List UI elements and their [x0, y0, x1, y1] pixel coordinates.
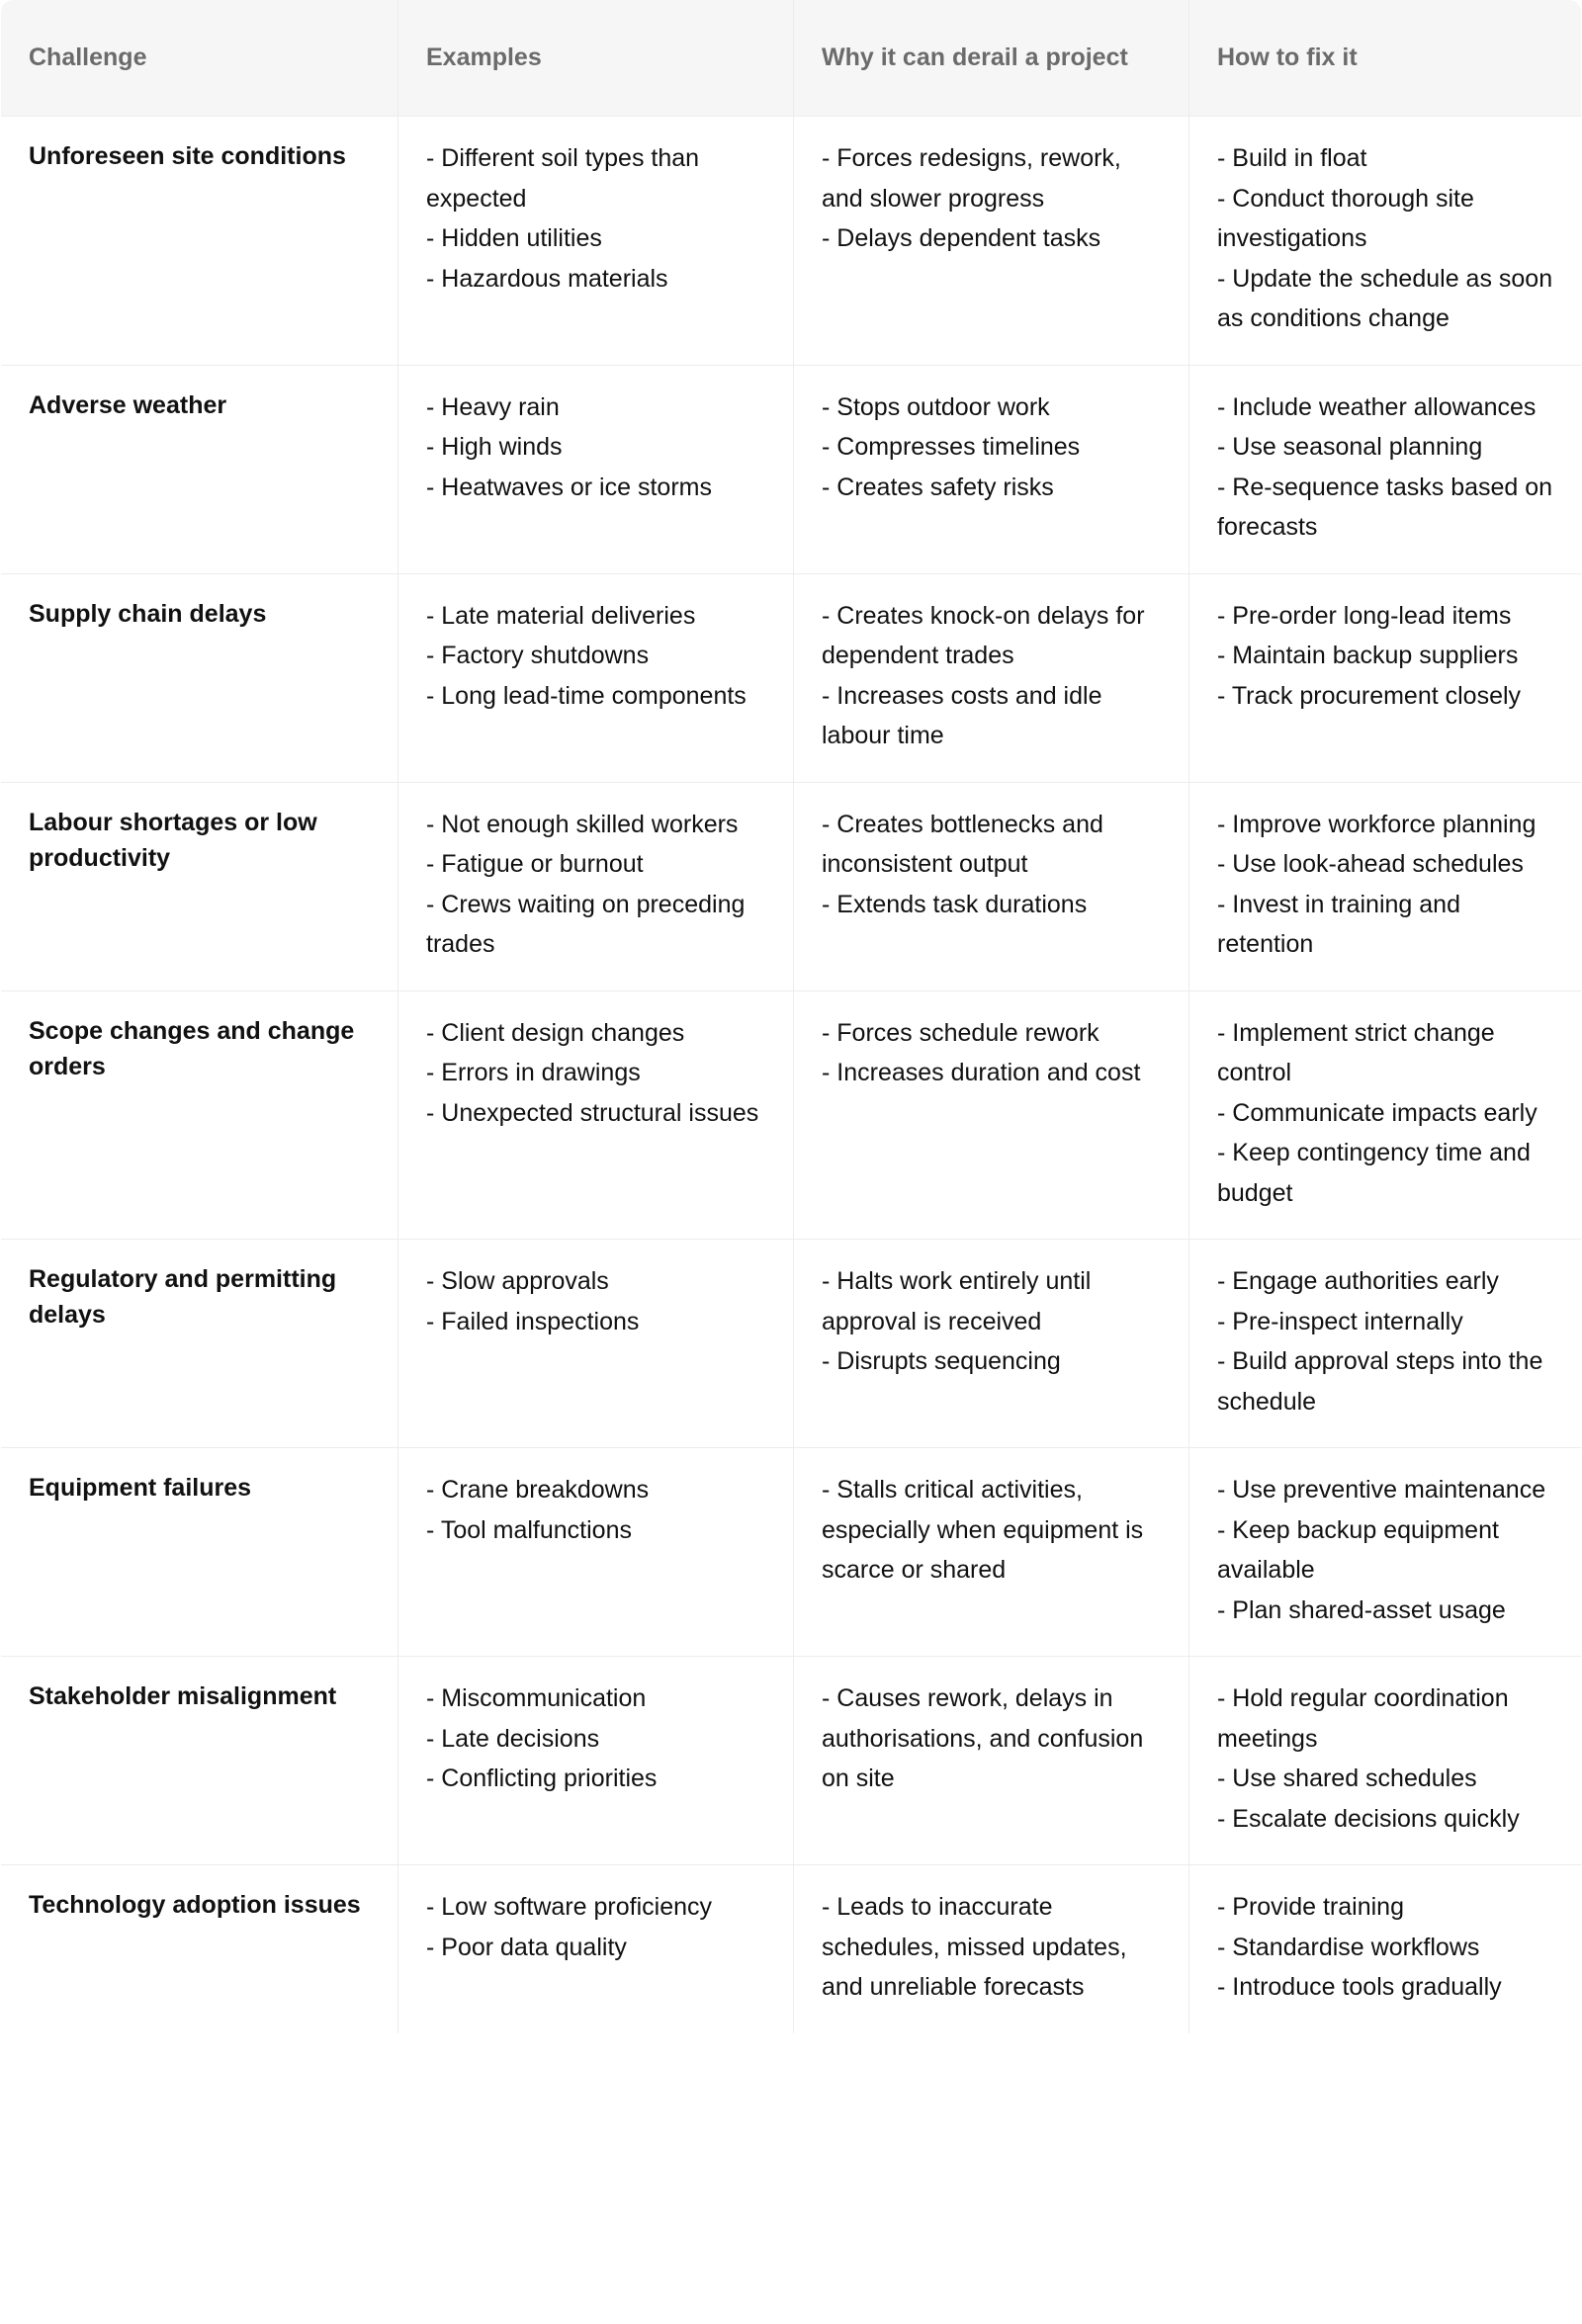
column-header-challenge: Challenge: [1, 0, 398, 117]
list-item: - Creates safety risks: [822, 473, 1054, 501]
cell-examples: [398, 366, 794, 574]
cell-fix: [1189, 117, 1581, 366]
cell-why: [794, 783, 1189, 991]
list-item: - Poor data quality: [426, 1933, 627, 1961]
table-row: [1, 991, 1581, 1241]
cell-why: [794, 1240, 1189, 1448]
bullet-list: [822, 1013, 1161, 1093]
list-item: - Include weather allowances: [1217, 392, 1537, 421]
bullet-list: [426, 138, 765, 299]
cell-challenge: Stakeholder misalignment: [1, 1657, 398, 1865]
list-item: - Creates bottlenecks and inconsistent output: [822, 810, 1103, 878]
list-item: - Not enough skilled workers: [426, 810, 739, 838]
list-item: - Factory shutdowns: [426, 642, 650, 669]
bullet-list: [1217, 1013, 1553, 1214]
cell-challenge: Labour shortages or low productivity: [1, 783, 398, 991]
cell-examples: [398, 1865, 794, 2033]
cell-fix: [1189, 991, 1581, 1241]
table-row: [1, 1240, 1581, 1448]
list-item: - Increases duration and cost: [822, 1059, 1141, 1086]
challenges-table: [1, 0, 1581, 2033]
cell-fix: [1189, 1240, 1581, 1448]
table-row: [1, 117, 1581, 366]
cell-examples: [398, 1657, 794, 1865]
cell-why: [794, 1657, 1189, 1865]
bullet-list: [426, 805, 765, 965]
list-item: - Crews waiting on preceding trades: [426, 890, 746, 958]
bullet-list: [822, 1887, 1161, 2008]
list-item: - Communicate impacts early: [1217, 1098, 1538, 1127]
list-item: - Invest in training and retention: [1217, 890, 1460, 958]
list-item: - Hazardous materials: [426, 264, 668, 293]
table-row: [1, 574, 1581, 783]
list-item: - Build in float: [1217, 144, 1367, 172]
bullet-list: [1217, 805, 1553, 965]
list-item: - Engage authorities early: [1217, 1267, 1499, 1295]
list-item: - Leads to inaccurate schedules, missed updates, and unreliable forecasts: [822, 1893, 1127, 2001]
list-item: - Fatigue or burnout: [426, 850, 644, 878]
table-row: [1, 783, 1581, 991]
bullet-list: [426, 1013, 765, 1134]
cell-challenge: Scope changes and change orders: [1, 991, 398, 1241]
column-header-examples: Examples: [398, 0, 794, 117]
list-item: - Hidden utilities: [426, 224, 602, 252]
list-item: - Improve workforce planning: [1217, 810, 1537, 838]
cell-examples: [398, 1448, 794, 1657]
list-item: - Introduce tools gradually: [1217, 1973, 1502, 2001]
cell-challenge: Technology adoption issues: [1, 1865, 398, 2033]
list-item: - Different soil types than expected: [426, 144, 700, 213]
table-row: [1, 366, 1581, 574]
cell-fix: [1189, 1448, 1581, 1657]
list-item: - Use seasonal planning: [1217, 433, 1483, 461]
list-item: - Heavy rain: [426, 392, 560, 421]
list-item: - Client design changes: [426, 1018, 685, 1047]
list-item: - Stalls critical activities, especially when equipment is scarce or shared: [822, 1476, 1144, 1584]
header-row: [1, 0, 1581, 117]
bullet-list: [822, 805, 1161, 925]
cell-examples: [398, 783, 794, 991]
list-item: - Plan shared-asset usage: [1217, 1595, 1506, 1624]
list-item: - Disrupts sequencing: [822, 1347, 1061, 1375]
list-item: - Long lead-time components: [426, 681, 747, 710]
list-item: - Slow approvals: [426, 1267, 609, 1295]
table-body: [1, 117, 1581, 2033]
list-item: - Escalate decisions quickly: [1217, 1804, 1520, 1833]
cell-examples: [398, 117, 794, 366]
cell-examples: [398, 574, 794, 783]
list-item: - Forces schedule rework: [822, 1018, 1099, 1047]
list-item: - Pre-inspect internally: [1217, 1307, 1463, 1335]
list-item: - Causes rework, delays in authorisations, and confusion on site: [822, 1684, 1144, 1792]
list-item: - Creates knock-on delays for dependent trades: [822, 601, 1145, 669]
list-item: - Conduct thorough site investigations: [1217, 184, 1474, 252]
bullet-list: [1217, 596, 1553, 717]
bullet-list: [426, 1887, 765, 1967]
list-item: - Use shared schedules: [1217, 1765, 1477, 1792]
cell-why: [794, 1865, 1189, 2033]
list-item: - Keep backup equipment available: [1217, 1515, 1499, 1584]
list-item: - Update the schedule as soon as conditions change: [1217, 264, 1553, 332]
bullet-list: [426, 1261, 765, 1341]
list-item: - Conflicting priorities: [426, 1765, 658, 1792]
bullet-list: [426, 1678, 765, 1799]
table-row: [1, 1865, 1581, 2033]
cell-why: [794, 117, 1189, 366]
list-item: - Standardise workflows: [1217, 1933, 1480, 1961]
table-header: [1, 0, 1581, 117]
list-item: - Use look-ahead schedules: [1217, 850, 1524, 878]
list-item: - Re-sequence tasks based on forecasts: [1217, 473, 1553, 541]
list-item: - Compresses timelines: [822, 433, 1081, 461]
bullet-list: [822, 138, 1161, 259]
cell-challenge: Unforeseen site conditions: [1, 117, 398, 366]
bullet-list: [1217, 1470, 1553, 1630]
column-header-how-to-fix: How to fix it: [1189, 0, 1581, 117]
column-header-why: Why it can derail a project: [794, 0, 1189, 117]
list-item: - Crane breakdowns: [426, 1476, 650, 1504]
list-item: - Increases costs and idle labour time: [822, 681, 1102, 749]
list-item: - Failed inspections: [426, 1307, 640, 1335]
cell-examples: [398, 1240, 794, 1448]
bullet-list: [426, 596, 765, 717]
list-item: - Late material deliveries: [426, 601, 696, 630]
cell-why: [794, 366, 1189, 574]
list-item: - Halts work entirely until approval is received: [822, 1267, 1092, 1335]
table-row: [1, 1448, 1581, 1657]
list-item: - Delays dependent tasks: [822, 224, 1101, 252]
list-item: - Low software proficiency: [426, 1893, 713, 1921]
table-row: [1, 1657, 1581, 1865]
cell-fix: [1189, 574, 1581, 783]
bullet-list: [1217, 1678, 1553, 1839]
cell-challenge: Supply chain delays: [1, 574, 398, 783]
list-item: - Implement strict change control: [1217, 1018, 1495, 1086]
cell-fix: [1189, 783, 1581, 991]
list-item: - Stops outdoor work: [822, 392, 1050, 421]
cell-why: [794, 1448, 1189, 1657]
list-item: - Tool malfunctions: [426, 1515, 632, 1544]
list-item: - Track procurement closely: [1217, 681, 1522, 710]
bullet-list: [822, 1678, 1161, 1799]
bullet-list: [822, 387, 1161, 508]
list-item: - Extends task durations: [822, 890, 1088, 918]
list-item: - Keep contingency time and budget: [1217, 1139, 1531, 1207]
bullet-list: [426, 1470, 765, 1550]
list-item: - Heatwaves or ice storms: [426, 473, 712, 501]
bullet-list: [1217, 1887, 1553, 2008]
cell-fix: [1189, 1657, 1581, 1865]
list-item: - Hold regular coordination meetings: [1217, 1684, 1509, 1753]
cell-challenge: Adverse weather: [1, 366, 398, 574]
cell-fix: [1189, 366, 1581, 574]
cell-fix: [1189, 1865, 1581, 2033]
list-item: - Use preventive maintenance: [1217, 1476, 1546, 1504]
bullet-list: [426, 387, 765, 508]
cell-challenge: Equipment failures: [1, 1448, 398, 1657]
cell-why: [794, 991, 1189, 1241]
bullet-list: [1217, 1261, 1553, 1421]
bullet-list: [822, 1470, 1161, 1591]
bullet-list: [822, 596, 1161, 756]
list-item: - Build approval steps into the schedule: [1217, 1347, 1543, 1416]
cell-examples: [398, 991, 794, 1241]
list-item: - Miscommunication: [426, 1684, 647, 1712]
cell-why: [794, 574, 1189, 783]
list-item: - Pre-order long-lead items: [1217, 601, 1512, 630]
bullet-list: [1217, 387, 1553, 548]
cell-challenge: Regulatory and permitting delays: [1, 1240, 398, 1448]
list-item: - Maintain backup suppliers: [1217, 642, 1519, 669]
list-item: - Forces redesigns, rework, and slower progress: [822, 144, 1121, 213]
bullet-list: [1217, 138, 1553, 339]
list-item: - High winds: [426, 433, 563, 461]
list-item: - Unexpected structural issues: [426, 1098, 759, 1127]
list-item: - Errors in drawings: [426, 1059, 641, 1086]
list-item: - Late decisions: [426, 1724, 600, 1753]
list-item: - Provide training: [1217, 1893, 1404, 1921]
bullet-list: [822, 1261, 1161, 1382]
